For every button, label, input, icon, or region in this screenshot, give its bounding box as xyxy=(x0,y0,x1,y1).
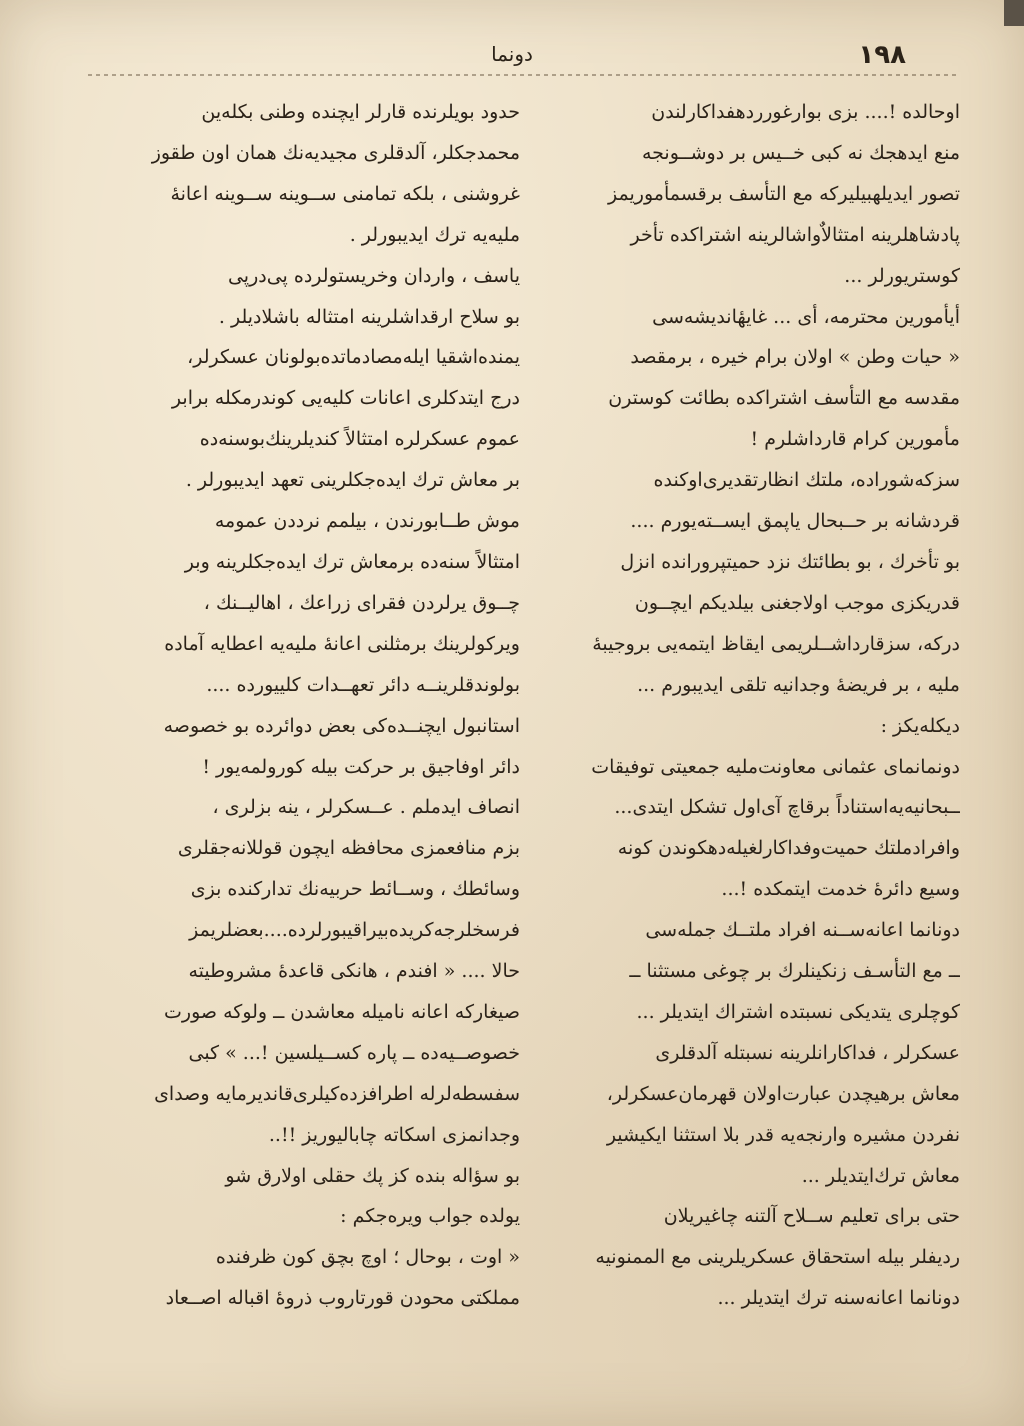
running-head xyxy=(0,40,1024,80)
left-text-column xyxy=(88,92,520,1319)
text-line: سفسطه‌لرله اطرافزده‌کیلری‌قاندیرمایه وصدای xyxy=(154,1082,520,1105)
paragraph xyxy=(540,460,960,746)
text-line: کوستریورلر ... xyxy=(844,264,960,287)
text-line: عموم عسکرلره امتثالاً کندیلرینك‌بوسنه‌ده xyxy=(199,428,520,451)
text-line: محمدجکلر، آلدقلری مجیدیه‌نك همان اون طقوز xyxy=(151,141,520,164)
text-line: مملکتی محودن قورتاروب ذروهٔ اقباله اصــعاد xyxy=(165,1287,520,1310)
text-line: موش طــابورندن ، بیلمم نرددن عمومه xyxy=(214,510,520,533)
text-line: درکه، سزقارداشــلریمی ایقاظ ایتمه‌یی بروجیبهٔ xyxy=(592,632,960,655)
text-line: حالا .... « افندم ، هانکی قاعدهٔ مشروطیته xyxy=(188,960,520,983)
text-line: وافرادملتك حمیت‌وفداکارلغیله‌دهکوندن کونه xyxy=(617,837,960,860)
text-line: مقدسه مع التأسف اشتراکده بطائت کوسترن xyxy=(608,387,960,410)
text-line: بو سؤاله بنده کز پك حقلی اولارق شو xyxy=(225,1164,520,1187)
text-line: مأمورین کرام قارداشلرم ! xyxy=(750,428,960,451)
page-number: ۱۹۸ xyxy=(858,40,906,70)
paragraph xyxy=(88,256,520,338)
paragraph xyxy=(540,747,960,911)
text-line: تصور ایدیلهبیلیرکه مع التأسف برقسمأموریمز xyxy=(608,182,960,205)
text-line: قردشانه بر حــبحال یاپمق ایســته‌یورم .... xyxy=(630,510,960,533)
text-line: بولوندقلرینــه دائر تعهــدات کلییورده .... xyxy=(206,673,520,696)
text-line: استانبول ایچنــده‌کی بعض دوائرده بو خصوصه xyxy=(163,714,520,737)
text-line: ویرکولرینك برمثلنی اعانهٔ ملیه‌یه اعطایه آماده xyxy=(164,632,520,655)
text-line: چــوق یرلردن فقرای زراعك ، اهالیــنك ، xyxy=(203,591,520,614)
text-line: دونانما اعانه‌ســنه افراد ملتــك جمله‌سی xyxy=(645,919,960,942)
text-line: بو تأخرك ، بو بطائتك نزد حمیتپرورانده انزل xyxy=(620,550,960,573)
text-line: انصاف ایدملم . عــسکرلر ، ینه بزلری ، xyxy=(212,796,520,819)
page-edge-tab xyxy=(1004,0,1024,26)
text-line: سزکه‌شوراده، ملتك انظارتقدیری‌اوکنده xyxy=(653,469,960,492)
right-text-column xyxy=(540,92,960,1319)
text-line: ملیه ، بر فریضهٔ وجدانیه تلقی ایدیبورم ... xyxy=(637,673,960,696)
text-line: قدریکزی موجب اولاجغنی بیلدیکم ایچــون xyxy=(634,591,960,614)
text-line: وجدانمزی اسکاته چابالیوریز !!.. xyxy=(268,1123,520,1146)
paragraph xyxy=(88,1156,520,1320)
text-line: یاسف ، واردان وخریستولرده پی‌درپی xyxy=(227,264,520,287)
paragraph xyxy=(540,92,960,297)
text-line: « اوت ، بوحال ؛ اوچ بچق کون ظرفنده xyxy=(215,1246,520,1269)
text-line: وسیع دائرهٔ خدمت ایتمکده !... xyxy=(721,878,960,901)
text-line: أیأمورین محترمه، أی ... غایهٔاندیشه‌سی xyxy=(652,305,960,328)
text-line: پادشاهلرینه امتثالاٌواشالرینه اشتراکده تأخر xyxy=(630,223,960,246)
paragraph xyxy=(88,337,520,501)
text-line: درج ایتدکلری اعانات کلیه‌یی کوندرمکله برابر xyxy=(171,387,520,410)
paragraph xyxy=(88,787,520,1155)
text-line: دائر اوفاجیق بر حرکت بیله کورولمه‌یور ! xyxy=(202,755,520,778)
journal-title: دونما xyxy=(491,42,533,66)
text-line: معاش برهیچدن عبارت‌اولان قهرمان‌عسکرلر، xyxy=(606,1082,960,1105)
text-line: حتی برای تعلیم ســلاح آلتنه چاغیریلان xyxy=(663,1205,960,1228)
text-line: ملیه‌یه ترك ایدیبورلر . xyxy=(349,223,520,246)
paragraph xyxy=(540,1196,960,1319)
text-line: بزم منافعمزی محافظه ایچون قوللانه‌جقلری xyxy=(177,837,520,860)
text-line: حدود بویلرنده قارلر ایچنده وطنی بکله‌ین xyxy=(201,101,520,123)
paragraph xyxy=(540,297,960,461)
text-line: بو سلاح ارقداشلرینه امتثاله باشلادیلر . xyxy=(218,305,520,328)
text-line: کوچلری یتدیکی نسبتده اشتراك ایتدیلر ... xyxy=(636,1000,960,1023)
text-line: امتثالاً سنه‌ده برمعاش ترك ایده‌جکلرینه وبر xyxy=(184,550,520,573)
text-line: فرسخلرجه‌کریده‌بیراقیبورلرده....بعضلریمز xyxy=(189,919,520,942)
text-line: عسکرلر ، فداکارانلرینه نسبتله آلدقلری xyxy=(655,1041,960,1064)
text-line: « حیات وطن » اولان برام خیره ، برمقصد xyxy=(630,346,960,369)
text-line: منع ایدهجك نه کبی خــیس بر دوشــونجه xyxy=(641,141,960,164)
paragraph xyxy=(88,92,520,256)
text-line: صیغارکه اعانه نامیله معاشدن ــ ولوکه صورت xyxy=(164,1000,520,1023)
text-line: بر معاش ترك ایده‌جکلرینی تعهد ایدیبورلر . xyxy=(185,469,520,492)
text-line: یولده جواب ویره‌جکم : xyxy=(340,1205,520,1228)
text-line: ردیفلر بیله استحقاق عسکریلرینی مع الممنونیه xyxy=(595,1246,960,1269)
text-line: یمنده‌اشقیا ایله‌مصادماتده‌بولونان عسکرلر، xyxy=(187,346,520,369)
text-line: دونانما اعانه‌سنه ترك ایتدیلر ... xyxy=(717,1287,960,1310)
text-line: ــ مع التأسـف زنکینلرك بر چوغی مستثنا ــ xyxy=(629,960,960,983)
text-line: اوحالده !.... بزی بوارغورردهفداکارلندن xyxy=(651,101,960,123)
text-line: غروشنی ، بلکه تمامنی ســوینه ســوینه اعانهٔ xyxy=(170,182,520,205)
text-line: خصوصــیه‌ده ــ پاره کســیلسین !... » کبی xyxy=(188,1041,520,1064)
text-line: ــبحانیه‌یه‌استناداً برقاچ آی‌اول تشکل ایتدی... xyxy=(614,796,960,819)
text-line: وسائطك ، وســائط حربیه‌نك تدارکنده بزی xyxy=(190,878,520,901)
text-line: دونمانمای عثمانی معاونت‌ملیه جمعیتی توفیقات xyxy=(591,755,960,778)
paragraph xyxy=(88,501,520,787)
text-line: نفردن مشیره وارنجه‌یه قدر بلا استثنا ایکیشیر xyxy=(606,1123,960,1146)
paragraph xyxy=(540,910,960,1196)
text-line: دیکله‌‌یکز : xyxy=(880,714,960,737)
text-line: معاش ترك‌ایتدیلر ... xyxy=(801,1164,960,1187)
